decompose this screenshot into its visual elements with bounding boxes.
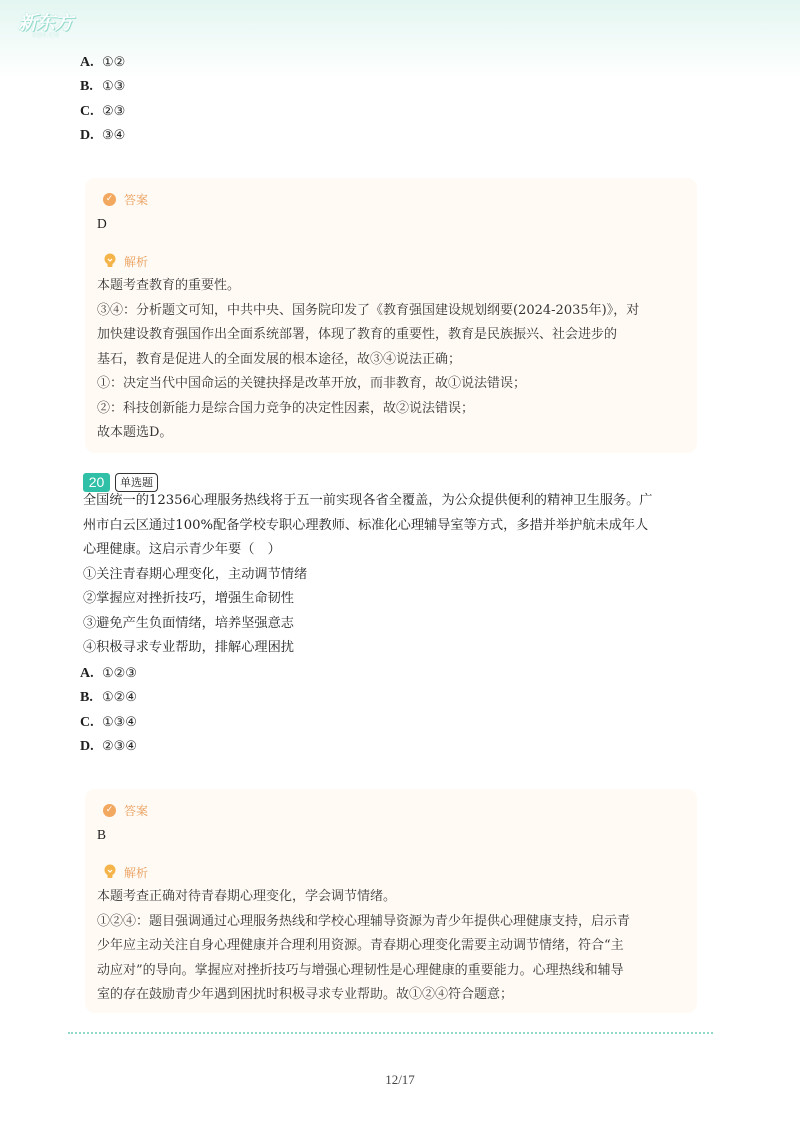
option-c[interactable]: C. ②③ [80,103,126,119]
analysis-text: 本题考查正确对待青春期心理变化，学会调节情绪。 ①②④：题目强调通过心理服务热线和学校心理辅导资源为青少年提供心理健康支持，启示青 少年应主动关注自身心理健康并合理利用资源。青春期心理变化需要主动调节情绪，符合“主 动应对”的导向。掌握应对挫折技巧与增强心理韧性是心理健康的重要能力。心理热线和辅导 室的存在鼓励青少年遇到困扰时积极寻求专业帮助。故①②④符合题意； [97,889,631,1002]
check-icon: ✓ [103,804,116,817]
q20-options [80,662,137,760]
question-stem: 全国统一的12356心理服务热线将于五一前实现各省全覆盖，为公众提供便利的精神卫生服务。广 州市白云区通过100%配备学校专职心理教师、标准化心理辅导室等方式，多措并举护航未成年人 心理健康。这启示青少年要（ ） ①关注青春期心理变化，主动调节情绪 ②掌握应对挫折技巧，增强生命韧性 ③避免产生负面情绪，培养坚强意志 ④积极寻求专业帮助，排解心理困扰 [83,493,653,655]
option-d[interactable]: D. ③④ [80,128,126,144]
option-c[interactable]: C. ①③④ [80,714,137,730]
analysis-header: 解析 [103,863,148,881]
answer-header: ✓ 答案 [103,801,148,819]
q19-options [80,51,125,149]
answer-header: ✓ 答案 [103,190,148,208]
check-icon: ✓ [103,193,116,206]
question-number: 20 [83,473,110,492]
page-number: 12/17 [385,1072,415,1087]
option-a[interactable]: A. ①②③ [80,666,137,681]
question-type-badge: 单选题 [115,473,158,492]
answer-value: D [97,216,107,231]
answer-value: B [97,827,107,842]
footer-divider [68,1032,713,1034]
analysis-text: 本题考查教育的重要性。 ③④：分析题文可知，中共中央、国务院印发了《教育强国建设规划纲要(2024-2035年)》，对 加快建设教育强国作出全面系统部署，体现了教育的重要性，教育是民族振兴、社会进步的 基石，教育是促进人的全面发展的根本途径，故③④说法正确； ①：决定当代中国命运的关键抉择是改革开放，而非教育，故①说法错误； ②：科技创新能力是综合国力竞争的决定性因素，故②说法错误； 故本题选D。 [97,278,640,440]
analysis-header: 解析 [103,252,148,270]
logo-text: 新东方 [18,12,73,34]
lightbulb-icon [103,253,117,269]
option-a[interactable]: A. ①② [80,55,126,70]
lightbulb-icon [103,864,117,880]
brand-logo [18,8,82,44]
q20-answer-card [85,789,697,1013]
option-d[interactable]: D. ②③④ [80,739,137,755]
option-b[interactable]: B. ①②④ [80,690,137,706]
q19-answer-card [85,178,697,453]
option-b[interactable]: B. ①③ [80,79,126,95]
logo-subtext: XDF.CN [32,32,60,39]
